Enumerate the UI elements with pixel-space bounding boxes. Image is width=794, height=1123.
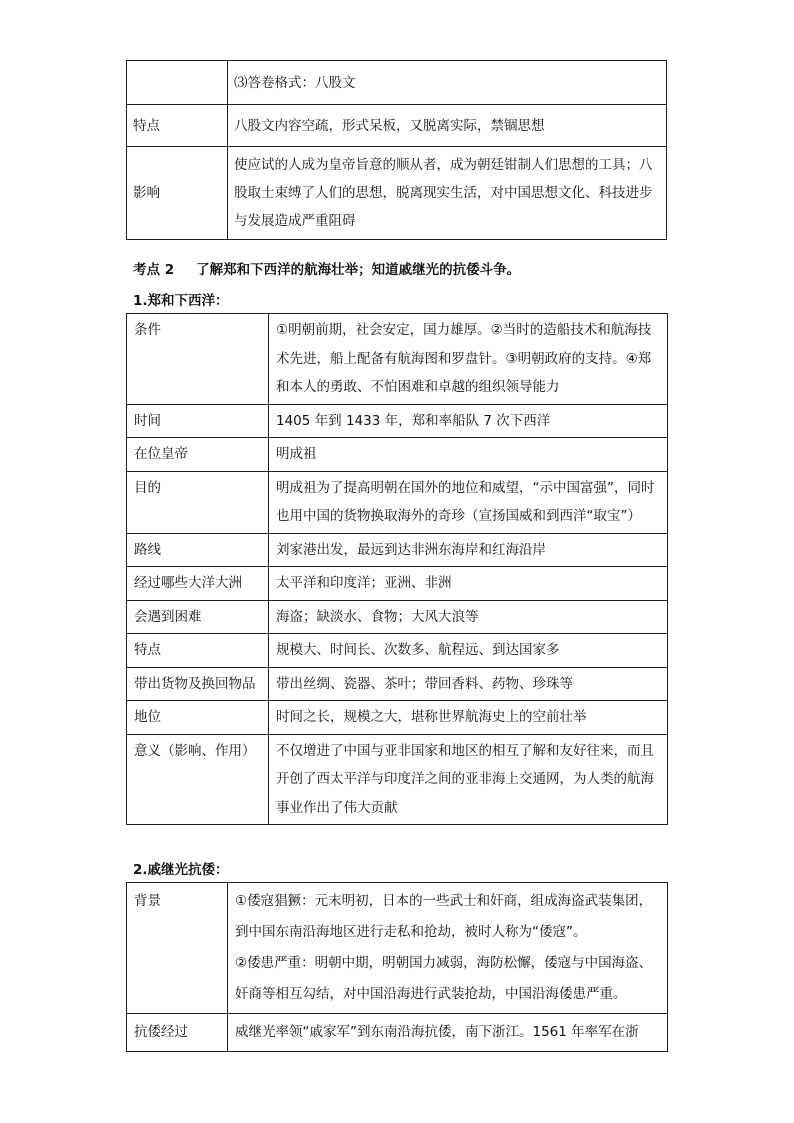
exam-point-tag: 考点 2 xyxy=(133,262,175,278)
qijiguang-table xyxy=(126,882,668,1052)
row-label: 特点 xyxy=(127,634,269,668)
row-label: 特点 xyxy=(127,105,228,147)
row-label: 经过哪些大洋大洲 xyxy=(127,567,269,601)
row-label: 条件 xyxy=(127,314,269,405)
exam-point-heading xyxy=(133,258,520,278)
table-row xyxy=(127,1014,668,1052)
exam-point-text: 了解郑和下西洋的航海壮举；知道戚继光的抗倭斗争。 xyxy=(196,262,521,278)
row-content xyxy=(228,105,667,147)
table-row xyxy=(127,404,668,438)
table-row xyxy=(127,734,668,825)
row-content: 刘家港出发，最远到达非洲东海岸和红海沿岸 xyxy=(269,533,668,567)
table-row xyxy=(127,438,668,472)
row-content: 明成祖 xyxy=(269,438,668,472)
row-content: 太平洋和印度洋；亚洲、非洲 xyxy=(269,567,668,601)
table-row xyxy=(127,533,668,567)
row-content: 不仅增进了中国与亚非国家和地区的相互了解和友好往来，而且开创了西太平洋与印度洋之间的亚非海上交通网，为人类的航海事业作出了伟大贡献 xyxy=(269,734,668,825)
row-content xyxy=(228,1014,668,1052)
table-row xyxy=(127,701,668,735)
row-content xyxy=(228,883,668,1014)
zhenghe-table xyxy=(126,313,668,825)
row-label: 会遇到困难 xyxy=(127,600,269,634)
content-paragraph: ⑶答卷格式：八股文 xyxy=(234,74,356,91)
content-paragraph: 八股文内容空疏，形式呆板，又脱离实际，禁锢思想 xyxy=(234,117,545,134)
table-row xyxy=(127,314,668,405)
row-label: 影响 xyxy=(127,147,228,240)
table-row xyxy=(127,567,668,601)
section-title-qijiguang: 2.戚继光抗倭： xyxy=(133,862,229,878)
row-content xyxy=(228,147,667,240)
row-label: 抗倭经过 xyxy=(127,1014,228,1052)
row-content: ①明朝前期，社会安定，国力雄厚。②当时的造船技术和航海技术先进，船上配备有航海图和罗盘针。③明朝政府的支持。④郑和本人的勇敢、不怕困难和卓越的组织领导能力 xyxy=(269,314,668,405)
table-row xyxy=(127,471,668,533)
content-paragraph: 使应试的人成为皇帝旨意的顺从者，成为朝廷钳制人们思想的工具；八股取士束缚了人们的思想，脱离现实生活，对中国思想文化、科技进步与发展造成严重阻碍 xyxy=(234,157,653,229)
table-row xyxy=(127,883,668,1014)
content-paragraph: 威继光率领“戚家军”到东南沿海抗倭，南下浙江。1561 年率军在浙 xyxy=(235,1024,639,1040)
row-label: 在位皇帝 xyxy=(127,438,269,472)
content-paragraph: ②倭患严重：明朝中期，明朝国力减弱，海防松懈，倭寇与中国海盗、奸商等相互勾结，对中国沿海进行武装抢劫，中国沿海倭患严重。 xyxy=(235,955,653,1002)
row-content: 带出丝绸、瓷器、茶叶；带回香料、药物、珍珠等 xyxy=(269,667,668,701)
row-content: 1405 年到 1433 年，郑和率船队 7 次下西洋 xyxy=(269,404,668,438)
row-content: 规模大、时间长、次数多、航程远、到达国家多 xyxy=(269,634,668,668)
row-label: 意义（影响、作用） xyxy=(127,734,269,825)
row-content: 时间之长，规模之大，堪称世界航海史上的空前壮举 xyxy=(269,701,668,735)
row-label: 带出货物及换回物品 xyxy=(127,667,269,701)
table-row xyxy=(127,105,667,147)
keju-table xyxy=(126,60,667,240)
row-label: 时间 xyxy=(127,404,269,438)
row-label: 路线 xyxy=(127,533,269,567)
table-row xyxy=(127,634,668,668)
row-label: 背景 xyxy=(127,883,228,1014)
row-content xyxy=(228,61,667,105)
row-content: 明成祖为了提高明朝在国外的地位和威望，“示中国富强”，同时也用中国的货物换取海外的奇珍（宣扬国威和到西洋“取宝”） xyxy=(269,471,668,533)
table-row xyxy=(127,147,667,240)
table-row xyxy=(127,61,667,105)
row-label: 目的 xyxy=(127,471,269,533)
row-label: 地位 xyxy=(127,701,269,735)
content-paragraph: ①倭寇猖獗：元末明初，日本的一些武士和奸商，组成海盗武装集团，到中国东南沿海地区进行走私和抢劫，被时人称为“倭寇”。 xyxy=(235,893,653,940)
row-label xyxy=(127,61,228,105)
table-row xyxy=(127,600,668,634)
section-title-zhenghe: 1.郑和下西洋： xyxy=(133,293,229,309)
table-row xyxy=(127,667,668,701)
row-content: 海盗；缺淡水、食物；大风大浪等 xyxy=(269,600,668,634)
